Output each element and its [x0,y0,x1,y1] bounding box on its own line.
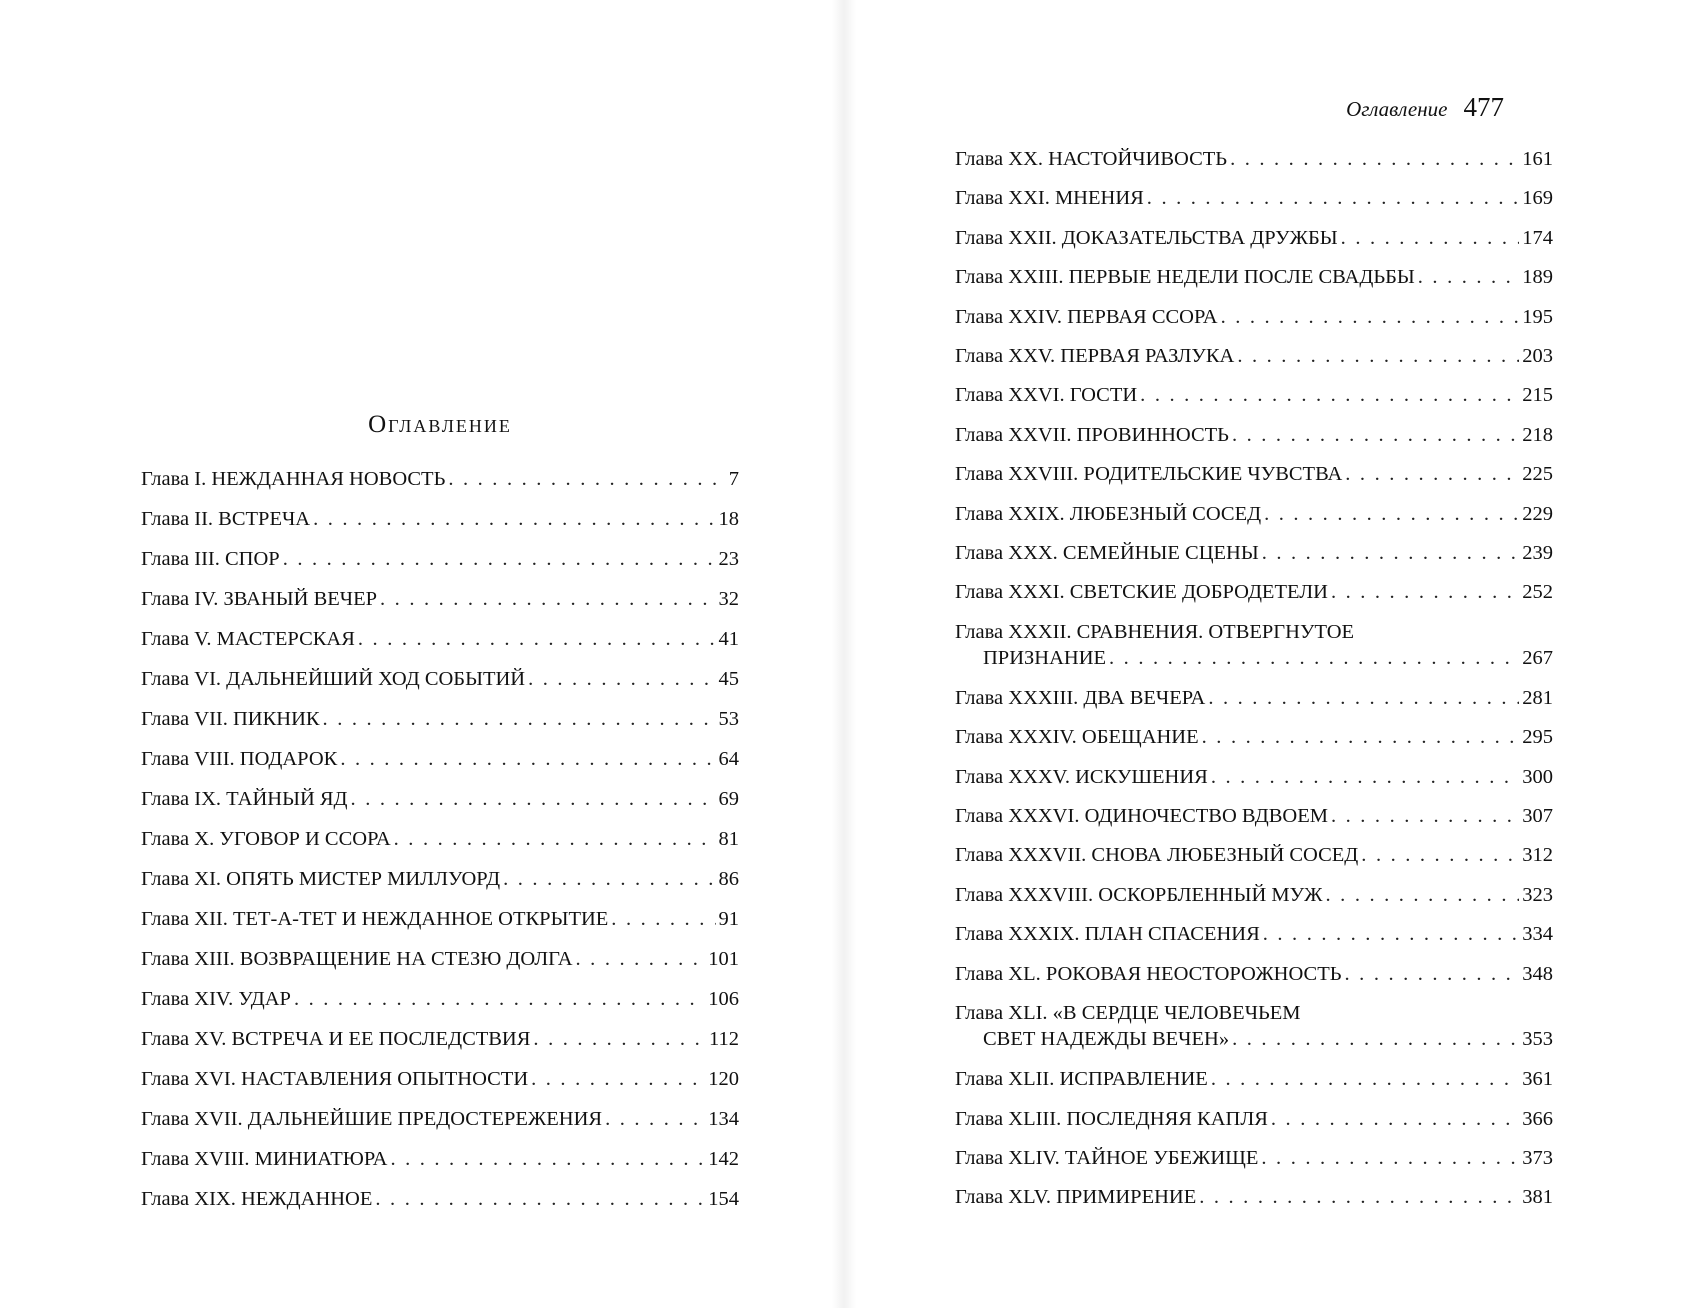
toc-title: Оглавление [368,411,512,438]
entry-page-number: 239 [1522,541,1553,564]
entry-label: Глава XXVI. ГОСТИ [955,384,1138,407]
entry-label: Глава XXXIII. ДВА ВЕЧЕРА [955,686,1206,709]
toc-entry [141,1066,739,1106]
entry-label: Глава XLI. «В СЕРДЦЕ ЧЕЛОВЕЧЬЕМ [955,1002,1301,1024]
toc-entry [141,866,739,906]
dot-leader [1331,579,1519,605]
entry-label: Глава XXVII. ПРОВИННОСТЬ [955,423,1229,446]
toc-entry [955,382,1553,421]
toc-entry [955,724,1553,763]
entry-page-number: 334 [1522,923,1553,946]
dot-leader [1147,185,1519,211]
toc-entry [955,961,1553,1000]
entry-page-number: 267 [1522,646,1553,669]
entry-page-number: 120 [708,1068,739,1090]
toc-entry [141,1146,739,1186]
right-page [844,0,1688,1308]
dot-leader [1230,146,1519,172]
entry-page-number: 295 [1522,726,1553,749]
toc-entry [141,1186,739,1226]
entry-page-number: 45 [718,668,739,690]
toc-entry [955,1184,1553,1223]
entry-page-number: 32 [718,588,739,610]
dot-leader [448,466,725,492]
dot-leader [531,1066,705,1092]
entry-label: Глава X. УГОВОР И ССОРА [141,828,391,850]
dot-leader [1237,343,1519,369]
dot-leader [323,706,716,732]
toc-entry [955,461,1553,500]
dot-leader [528,666,715,692]
dot-leader [390,1146,705,1172]
toc-entry [141,1026,739,1066]
dot-leader [1361,842,1519,868]
entry-label: Глава XV. ВСТРЕЧА И ЕЕ ПОСЛЕДСТВИЯ [141,1028,531,1050]
entry-label: Глава IX. ТАЙНЫЙ ЯД [141,788,348,810]
entry-page-number: 64 [718,748,739,770]
dot-leader [1345,961,1520,987]
dot-leader [358,626,716,652]
toc-entry [141,706,739,746]
entry-label: Глава XXVIII. РОДИТЕЛЬСКИЕ ЧУВСТВА [955,463,1343,486]
dot-leader [394,826,716,852]
dot-leader [1221,304,1520,330]
entry-page-number: 195 [1522,305,1553,328]
entry-label: Глава VI. ДАЛЬНЕЙШИЙ ХОД СОБЫТИЙ [141,668,526,690]
toc-entry [141,946,739,986]
entry-page-number: 361 [1522,1068,1553,1091]
entry-label: Глава XXIV. ПЕРВАЯ ССОРА [955,305,1218,328]
entry-label: Глава XVIII. МИНИАТЮРА [141,1148,388,1170]
entry-page-number: 373 [1522,1146,1553,1169]
entry-label: Глава XXII. ДОКАЗАТЕЛЬСТВА ДРУЖБЫ [955,226,1338,249]
dot-leader [380,586,715,612]
entry-page-number: 281 [1522,686,1553,709]
toc-entry [141,746,739,786]
entry-page-number: 91 [718,908,739,930]
toc-entry [955,764,1553,803]
dot-leader [1271,1106,1519,1132]
dot-leader [340,746,715,772]
running-head-title: Оглавление [1346,97,1448,121]
toc-entry [141,666,739,706]
dot-leader [283,546,716,572]
toc-entry [955,343,1553,382]
entry-page-number: 112 [709,1028,739,1050]
toc-entry [955,304,1553,343]
entry-label: Глава XIX. НЕЖДАННОЕ [141,1188,373,1210]
toc-entry [955,1066,1553,1105]
entry-page-number: 23 [718,548,739,570]
entry-label: Глава II. ВСТРЕЧА [141,508,311,530]
entry-page-number: 53 [718,708,739,730]
entry-label: Глава XXXI. СВЕТСКИЕ ДОБРОДЕТЕЛИ [955,581,1328,604]
toc-list-right [955,146,1553,1224]
dot-leader [1208,685,1519,711]
page-number: 477 [1463,92,1504,122]
toc-entry [141,546,739,586]
toc-entry [955,1145,1553,1184]
entry-label: Глава XX. НАСТОЙЧИВОСТЬ [955,148,1228,170]
book-gutter [832,0,856,1308]
dot-leader [1345,461,1519,487]
entry-page-number: 189 [1522,266,1553,289]
dot-leader [1261,1145,1519,1171]
dot-leader [1211,764,1519,790]
dot-leader [1262,540,1520,566]
entry-label: Глава XLIV. ТАЙНОЕ УБЕЖИЩЕ [955,1146,1259,1169]
entry-page-number: 142 [708,1148,739,1170]
entry-page-number: 366 [1522,1107,1553,1130]
dot-leader [1211,1066,1519,1092]
toc-entry [141,506,739,546]
dot-leader [1109,645,1519,671]
dot-leader [313,506,715,532]
dot-leader [1264,501,1519,527]
entry-page-number: 300 [1522,765,1553,788]
toc-entry [955,619,1553,685]
toc-entry [955,579,1553,618]
entry-page-number: 101 [708,948,739,970]
entry-page-number: 381 [1522,1186,1553,1209]
entry-page-number: 307 [1522,805,1553,828]
entry-page-number: 81 [718,828,739,850]
toc-entry [955,921,1553,960]
dot-leader [576,946,706,972]
entry-label: Глава XXXVII. СНОВА ЛЮБЕЗНЫЙ СОСЕД [955,844,1359,867]
entry-label: Глава XXXIX. ПЛАН СПАСЕНИЯ [955,923,1260,946]
toc-entry [141,586,739,626]
toc-entry [955,540,1553,579]
dot-leader [1418,264,1519,290]
entry-page-number: 106 [708,988,739,1010]
dot-leader [533,1026,706,1052]
entry-page-number: 252 [1522,581,1553,604]
dot-leader [605,1106,705,1132]
entry-page-number: 203 [1522,344,1553,367]
toc-entry [955,685,1553,724]
entry-page-number: 229 [1522,502,1553,525]
entry-label: Глава XXIX. ЛЮБЕЗНЫЙ СОСЕД [955,502,1262,525]
entry-label: Глава I. НЕЖДАННАЯ НОВОСТЬ [141,468,446,490]
entry-label: Глава XXI. МНЕНИЯ [955,187,1144,210]
toc-entry [141,466,739,506]
dot-leader [1331,803,1519,829]
entry-page-number: 174 [1522,226,1553,249]
entry-page-number: 7 [728,468,739,490]
dot-leader [351,786,716,812]
entry-label: Глава XXXII. СРАВНЕНИЯ. ОТВЕРГНУТОЕ [955,620,1355,643]
entry-label: Глава V. МАСТЕРСКАЯ [141,628,355,650]
entry-label: Глава XLII. ИСПРАВЛЕНИЕ [955,1068,1208,1091]
toc-entry [955,422,1553,461]
toc-entry [141,826,739,866]
entry-label: Глава XII. ТЕТ-А-ТЕТ И НЕЖДАННОЕ ОТКРЫТИЕ [141,908,609,930]
toc-entry [955,264,1553,303]
toc-entry [955,842,1553,881]
toc-entry [955,1106,1553,1145]
dot-leader [375,1186,705,1212]
entry-label: Глава XVI. НАСТАВЛЕНИЯ ОПЫТНОСТИ [141,1068,529,1090]
entry-label-continuation: СВЕТ НАДЕЖДЫ ВЕЧЕН» [983,1028,1230,1050]
dot-leader [1263,921,1520,947]
entry-page-number: 41 [718,628,739,650]
dot-leader [1140,382,1519,408]
dot-leader [1341,225,1520,251]
toc-entry [955,882,1553,921]
entry-page-number: 69 [718,788,739,810]
entry-page-number: 134 [708,1108,739,1130]
toc-entry [955,1000,1553,1066]
entry-label-continuation: ПРИЗНАНИЕ [983,646,1107,669]
entry-label: Глава IV. ЗВАНЫЙ ВЕЧЕР [141,588,378,610]
toc-entry [955,146,1553,185]
dot-leader [294,986,705,1012]
entry-label: Глава VII. ПИКНИК [141,708,320,730]
entry-page-number: 215 [1522,384,1553,407]
entry-label: Глава XLV. ПРИМИРЕНИЕ [955,1186,1197,1209]
dot-leader [1199,1184,1519,1210]
entry-label: Глава XIV. УДАР [141,988,291,1010]
toc-entry [955,501,1553,540]
toc-entry [141,786,739,826]
entry-label: Глава XXXVI. ОДИНОЧЕСТВО ВДВОЕМ [955,805,1328,828]
dot-leader [1202,724,1520,750]
toc-entry [141,1106,739,1146]
entry-label: Глава III. СПОР [141,548,280,570]
entry-label: Глава XXXIV. ОБЕЩАНИЕ [955,726,1199,749]
dot-leader [1232,1026,1519,1052]
entry-page-number: 225 [1522,463,1553,486]
dot-leader [503,866,715,892]
running-head [1346,92,1504,123]
entry-page-number: 353 [1522,1028,1553,1050]
entry-label: Глава XXIII. ПЕРВЫЕ НЕДЕЛИ ПОСЛЕ СВАДЬБЫ [955,266,1415,289]
entry-page-number: 218 [1522,423,1553,446]
entry-page-number: 348 [1522,962,1553,985]
entry-page-number: 312 [1522,844,1553,867]
toc-entry [141,626,739,666]
entry-label: Глава VIII. ПОДАРОК [141,748,338,770]
entry-label: Глава XI. ОПЯТЬ МИСТЕР МИЛЛУОРД [141,868,501,890]
entry-label: Глава XXXVIII. ОСКОРБЛЕННЫЙ МУЖ [955,883,1323,906]
toc-entry [141,986,739,1026]
dot-leader [611,906,715,932]
entry-page-number: 169 [1522,187,1553,210]
toc-list-left [141,466,739,1226]
entry-label: Глава XL. РОКОВАЯ НЕОСТОРОЖНОСТЬ [955,962,1342,985]
entry-label: Глава XVII. ДАЛЬНЕЙШИЕ ПРЕДОСТЕРЕЖЕНИЯ [141,1108,603,1130]
dot-leader [1326,882,1520,908]
entry-label: Глава XXXV. ИСКУШЕНИЯ [955,765,1208,788]
toc-entry [141,906,739,946]
dot-leader [1232,422,1519,448]
entry-page-number: 18 [718,508,739,530]
entry-page-number: 161 [1522,148,1553,170]
entry-label: Глава XXX. СЕМЕЙНЫЕ СЦЕНЫ [955,541,1259,564]
toc-entry [955,185,1553,224]
entry-label: Глава XLIII. ПОСЛЕДНЯЯ КАПЛЯ [955,1107,1268,1130]
entry-page-number: 86 [718,868,739,890]
entry-page-number: 323 [1522,883,1553,906]
entry-label: Глава XIII. ВОЗВРАЩЕНИЕ НА СТЕЗЮ ДОЛГА [141,948,573,970]
entry-label: Глава XXV. ПЕРВАЯ РАЗЛУКА [955,344,1235,367]
toc-entry [955,225,1553,264]
entry-page-number: 154 [708,1188,739,1210]
toc-entry [955,803,1553,842]
